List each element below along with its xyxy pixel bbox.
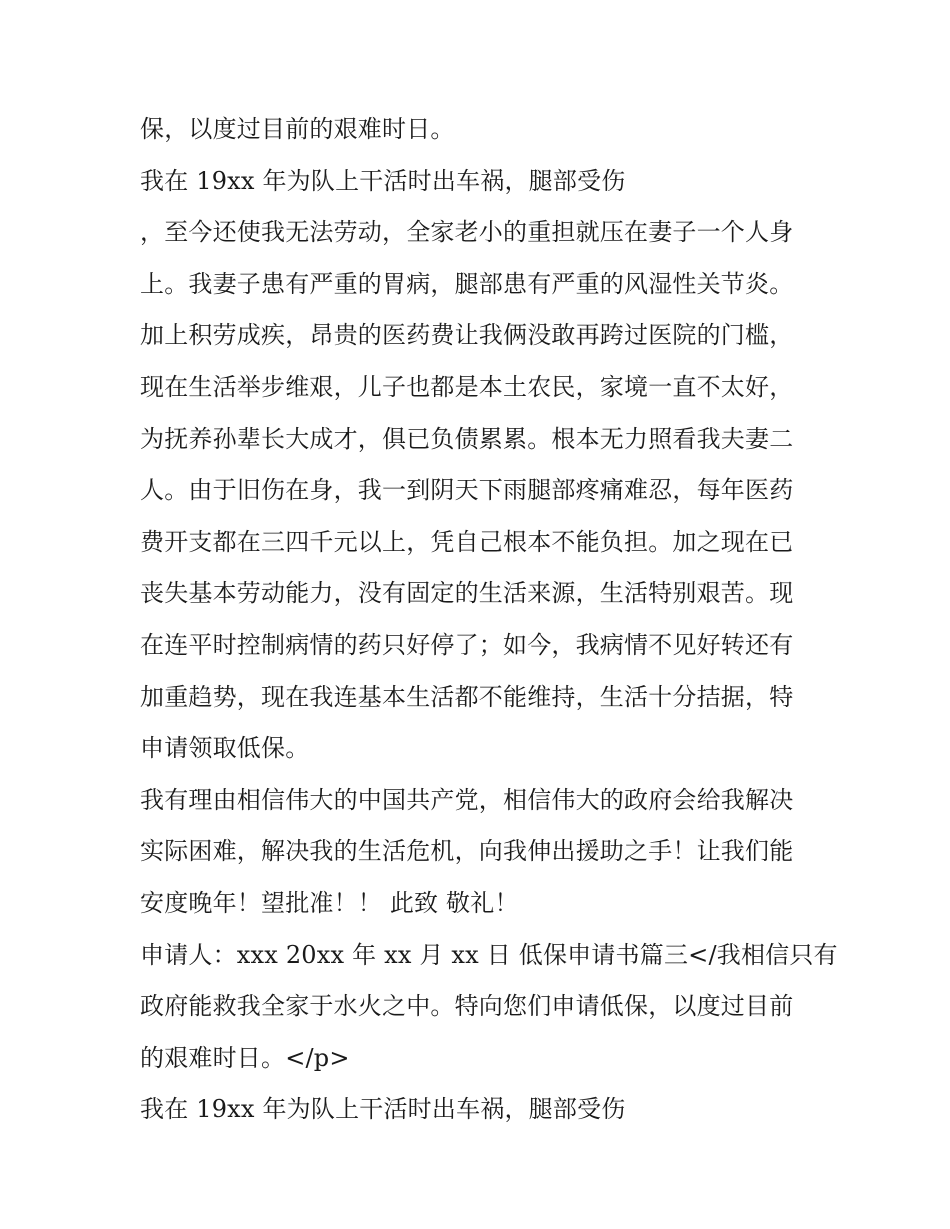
text-line: 丧失基本劳动能力，没有固定的生活来源，生活特别艰苦。现: [140, 579, 794, 608]
text-line: 申请人：xxx 20xx 年 xx 月 xx 日 低保申请书篇三</我相信只有: [140, 940, 838, 969]
text-line: 保，以度过目前的艰难时日。: [140, 115, 455, 143]
text-line: 政府能救我全家于水火之中。特向您们申请低保，以度过目前: [140, 992, 794, 1021]
text-line: 的艰难时日。</p>: [140, 1043, 350, 1072]
text-line: ，至今还使我无法劳动，全家老小的重担就压在妻子一个人身: [140, 218, 794, 247]
text-line: 费开支都在三四千元以上，凭自己根本不能负担。加之现在已: [140, 527, 794, 556]
text-line: 上。我妻子患有严重的胃病，腿部患有严重的风湿性关节炎。: [140, 269, 794, 298]
document-body: [140, 104, 838, 1136]
text-line: 加上积劳成疾，昂贵的医药费让我俩没敢再跨过医院的门槛，: [140, 321, 794, 350]
text-line: 为抚养孙辈长大成才，俱已负债累累。根本无力照看我夫妻二: [140, 424, 794, 453]
text-line: 在连平时控制病情的药只好停了；如今，我病情不见好转还有: [140, 630, 794, 659]
text-line: 申请领取低保。: [140, 734, 310, 763]
text-line: 我在 19xx 年为队上干活时出车祸，腿部受伤: [140, 166, 626, 195]
text-line: 现在生活举步维艰，儿子也都是本土农民，家境一直不太好，: [140, 372, 794, 401]
text-line: 我在 19xx 年为队上干活时出车祸，腿部受伤: [140, 1095, 626, 1124]
text-line: 我有理由相信伟大的中国共产党，相信伟大的政府会给我解决: [140, 785, 794, 814]
text-line: 人。由于旧伤在身，我一到阴天下雨腿部疼痛难忍，每年医药: [140, 476, 794, 505]
text-line: 安度晚年！望批准！！ 此致 敬礼！: [140, 888, 519, 917]
text-line: 实际困难，解决我的生活危机，向我伸出援助之手！让我们能: [140, 837, 794, 866]
text-line: 加重趋势，现在我连基本生活都不能维持，生活十分拮据，特: [140, 682, 794, 711]
